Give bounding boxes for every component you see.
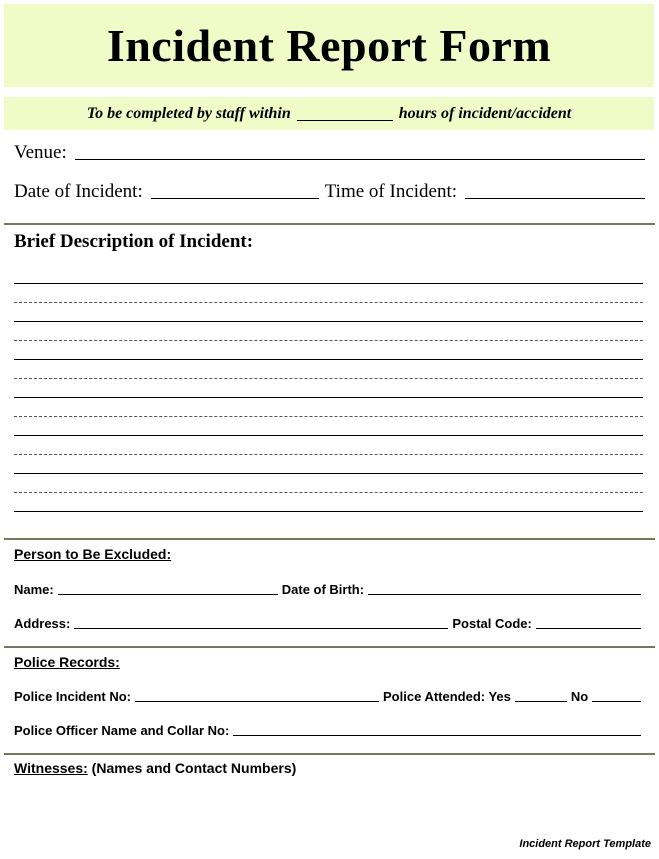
time-of-incident-field[interactable] (465, 198, 645, 199)
date-of-birth-field[interactable] (368, 594, 641, 595)
instruction-text-before: To be completed by staff within (86, 104, 291, 122)
section-divider (4, 646, 655, 648)
postal-code-field[interactable] (536, 628, 641, 629)
witnesses-label: Witnesses: (14, 760, 88, 776)
address-label: Address: (14, 616, 71, 631)
date-of-incident-field[interactable] (151, 198, 319, 199)
police-incident-no-label: Police Incident No: (14, 689, 132, 704)
venue-field[interactable] (75, 159, 645, 160)
name-dob-row (14, 582, 645, 597)
name-label: Name: (14, 582, 54, 597)
police-section-heading: Police Records: (14, 654, 120, 670)
police-attended-no-label: No (570, 689, 589, 704)
police-officer-row (14, 723, 645, 738)
address-field[interactable] (74, 628, 448, 629)
date-time-row (14, 181, 645, 203)
description-line[interactable] (14, 492, 643, 493)
title-banner (4, 4, 654, 87)
police-incident-row (14, 689, 645, 704)
person-section-heading: Person to Be Excluded: (14, 546, 172, 562)
description-line[interactable] (14, 511, 643, 512)
section-divider (4, 538, 655, 540)
police-officer-field[interactable] (233, 735, 641, 736)
description-line[interactable] (14, 302, 643, 303)
description-line[interactable] (14, 416, 643, 417)
police-officer-label: Police Officer Name and Collar No: (14, 723, 230, 738)
hours-blank-field[interactable] (297, 106, 393, 121)
description-line[interactable] (14, 378, 643, 379)
description-line[interactable] (14, 340, 643, 341)
witnesses-heading (14, 760, 296, 776)
description-heading: Brief Description of Incident: (14, 231, 254, 252)
name-field[interactable] (58, 594, 278, 595)
police-incident-no-field[interactable] (135, 701, 379, 702)
description-line[interactable] (14, 397, 643, 398)
police-attended-yes-field[interactable] (515, 701, 567, 702)
police-attended-no-field[interactable] (592, 701, 641, 702)
page-title: Incident Report Form (106, 20, 552, 71)
time-of-incident-label: Time of Incident: (324, 181, 458, 202)
footer-caption: Incident Report Template (519, 838, 651, 850)
date-of-incident-label: Date of Incident: (14, 181, 143, 202)
description-line[interactable] (14, 359, 643, 360)
police-attended-yes-label: Police Attended: Yes (383, 689, 511, 704)
instruction-banner (4, 97, 654, 130)
postal-code-label: Postal Code: (452, 616, 532, 631)
date-of-birth-label: Date of Birth: (281, 582, 365, 597)
section-divider (4, 223, 655, 225)
venue-label: Venue: (14, 142, 67, 163)
address-row (14, 616, 645, 631)
description-line[interactable] (14, 435, 643, 436)
description-line[interactable] (14, 283, 643, 284)
description-line[interactable] (14, 473, 643, 474)
description-line[interactable] (14, 454, 643, 455)
witnesses-note: (Names and Contact Numbers) (87, 760, 297, 776)
instruction-text-after: hours of incident/accident (398, 104, 572, 122)
description-line[interactable] (14, 321, 643, 322)
venue-row (14, 142, 645, 164)
section-divider (4, 753, 655, 755)
